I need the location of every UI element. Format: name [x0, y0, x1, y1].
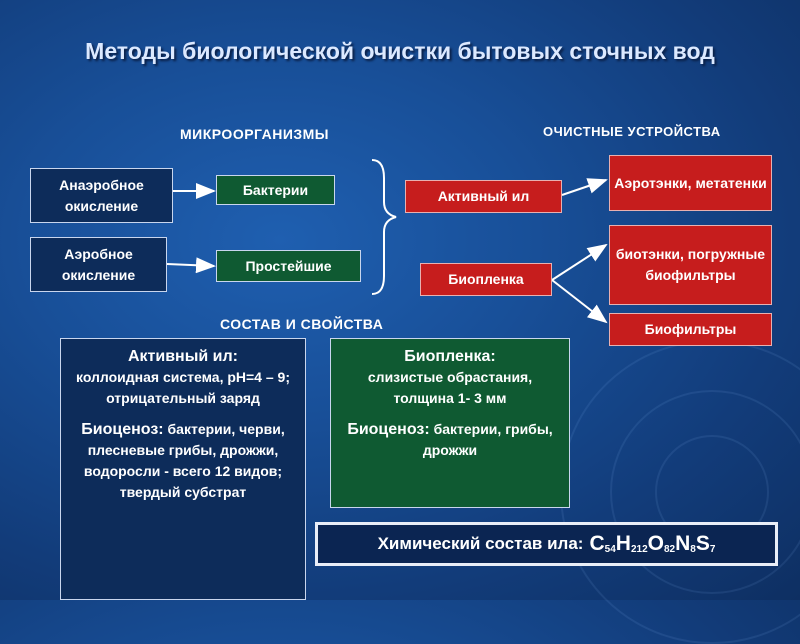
biofilm-info-biocenosis — [339, 419, 561, 461]
arrow-sludge-to-aerotanks — [562, 180, 606, 195]
aerobic-oxidation-label: Аэробное окисление — [61, 245, 136, 283]
label-treatment-devices: ОЧИСТНЫЕ УСТРОЙСТВА — [543, 124, 721, 139]
label-microorganisms: МИКРООРГАНИЗМЫ — [180, 126, 330, 142]
aerobic-oxidation-box — [30, 237, 167, 292]
formula-subscript: 212 — [630, 544, 648, 555]
sludge-info-properties: коллоидная система, pH=4 – 9; отрицательный заряд — [76, 369, 290, 406]
formula-subscript: 54 — [604, 544, 616, 555]
arrow-biofilm-to-biotanks — [552, 245, 606, 280]
formula-element: N — [675, 532, 691, 555]
activated-sludge-info-panel — [60, 338, 306, 600]
biofilm-label: Биопленка — [448, 271, 524, 287]
biofilters-box — [609, 313, 772, 346]
formula-subscript: 82 — [663, 544, 676, 555]
biofilm-info-heading: Биопленка: — [404, 348, 496, 365]
label-composition: СОСТАВ И СВОЙСТВА — [220, 316, 384, 332]
biofilm-biocenosis-label: Биоценоз: — [347, 421, 430, 438]
activated-sludge-label: Активный ил — [437, 188, 530, 204]
biotanks-box — [609, 225, 772, 305]
anaerobic-oxidation-box — [30, 168, 173, 223]
biofilters-label: Биофильтры — [644, 321, 737, 337]
formula-subscript: 7 — [709, 544, 716, 555]
chemical-formula — [589, 532, 715, 556]
biofilm-info-properties: слизистые обрастания, толщина 1- 3 мм — [367, 369, 533, 406]
chemical-composition-label: Химический состав ила: — [377, 534, 584, 553]
bacteria-box — [216, 175, 335, 205]
bacteria-label: Бактерии — [242, 181, 309, 198]
protozoa-box — [216, 250, 361, 282]
aerotanks-box — [609, 155, 772, 211]
biotanks-label: биотэнки, погружные биофильтры — [615, 246, 766, 283]
sludge-info-biocenosis — [69, 419, 297, 503]
formula-subscript: 8 — [690, 544, 696, 555]
sludge-biocenosis-label: Биоценоз: — [81, 421, 164, 438]
activated-sludge-box — [405, 180, 562, 213]
slide-title: Методы биологической очистки бытовых сточных вод — [85, 38, 715, 64]
formula-element: O — [647, 532, 664, 555]
formula-element: H — [615, 532, 631, 555]
formula-element: C — [589, 532, 605, 555]
biofilm-biocenosis-text: бактерии, грибы, дрожжи — [422, 421, 553, 458]
aerotanks-label: Аэротэнки, метатенки — [614, 174, 767, 191]
arrow-aerobic-to-protozoa — [167, 264, 214, 266]
sludge-info-heading: Активный ил: — [127, 348, 238, 365]
curly-brace — [372, 160, 396, 294]
protozoa-label: Простейшие — [245, 257, 332, 274]
anaerobic-oxidation-label: Анаэробное окисление — [59, 176, 144, 214]
arrow-biofilm-to-biofilters — [552, 280, 606, 322]
formula-element: S — [695, 532, 710, 555]
biofilm-info-panel — [330, 338, 570, 508]
chemical-composition-box — [315, 522, 778, 566]
sludge-biocenosis-text: бактерии, черви, плесневые грибы, дрожжи, водоросли - всего 12 видов; твердый субстрат — [83, 421, 285, 500]
biofilm-box — [420, 263, 552, 296]
